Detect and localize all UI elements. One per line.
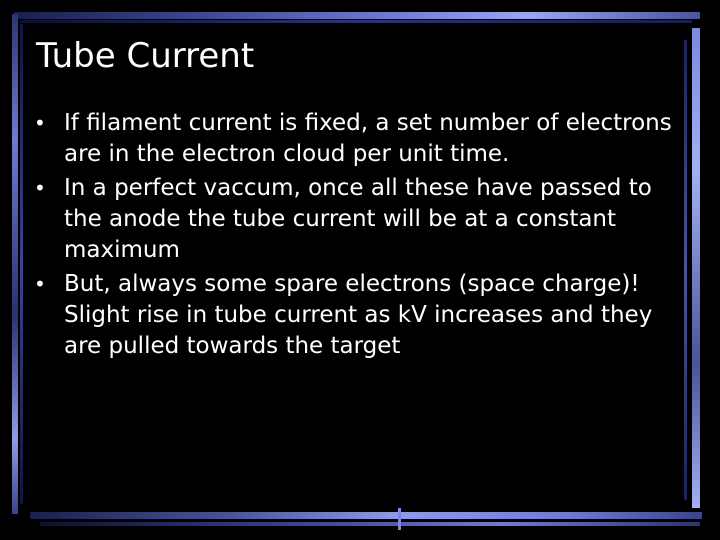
top-frame-bar — [14, 12, 700, 19]
right-frame-thin-bar — [684, 40, 687, 500]
bullet-item-1 — [34, 108, 674, 170]
bullet-text: But, always some spare electrons (space charge)! Slight rise in tube current as kV increases and they are pulled towards the target — [64, 271, 653, 359]
bullet-item-2 — [34, 173, 674, 266]
bullet-dot-icon: • — [34, 111, 46, 135]
bullet-item-3 — [34, 269, 674, 362]
bottom-frame-tick — [398, 508, 401, 530]
top-frame-thin-bar — [20, 20, 692, 23]
left-frame-thin-bar — [20, 24, 23, 504]
slide-title: Tube Current — [36, 36, 255, 76]
bottom-frame-thin-bar — [40, 522, 700, 526]
bullet-text: If filament current is fixed, a set number of electrons are in the electron cloud per unit time. — [64, 110, 672, 167]
bullet-text: In a perfect vaccum, once all these have passed to the anode the tube current will be at a constant maximum — [64, 175, 652, 263]
bullet-dot-icon: • — [34, 176, 46, 200]
bullet-dot-icon: • — [34, 272, 46, 296]
left-frame-bar — [12, 14, 18, 514]
bullet-list — [34, 108, 674, 365]
bottom-frame-bar — [30, 512, 702, 519]
right-frame-bar — [692, 28, 700, 508]
